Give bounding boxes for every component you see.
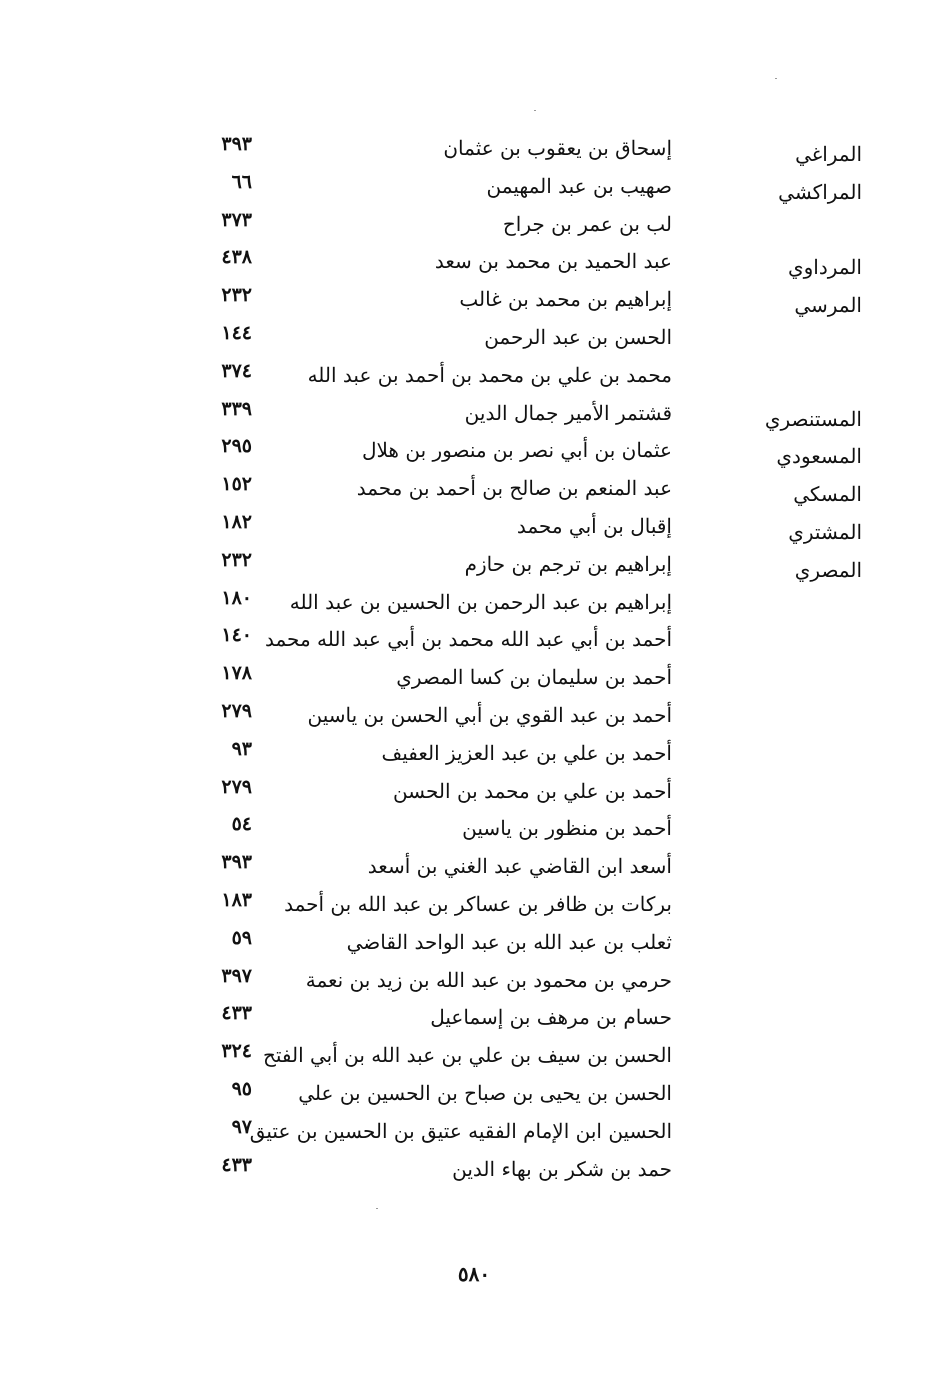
page-reference: ١٤٤ <box>221 321 252 344</box>
nisba-heading: المصري <box>794 557 862 582</box>
index-row <box>0 210 948 248</box>
page-reference: ١٨٣ <box>221 888 252 911</box>
index-row <box>0 285 948 323</box>
person-name: أحمد بن عبد القوي بن أبي الحسن بن ياسين <box>307 702 672 727</box>
person-name: إبراهيم بن ترجم بن حازم <box>464 551 672 576</box>
person-name: ثعلب بن عبد الله بن عبد الواحد القاضي <box>346 929 672 954</box>
index-row <box>0 852 948 890</box>
person-name: بركات بن ظافر بن عساكر بن عبد الله بن أحمد <box>284 891 672 916</box>
index-row <box>0 550 948 588</box>
person-name: صهيب بن عبد المهيمن <box>486 173 672 198</box>
person-name: محمد بن علي بن محمد بن أحمد بن عبد الله <box>307 362 672 387</box>
person-name: إبراهيم بن عبد الرحمن بن الحسين بن عبد الله <box>289 589 672 614</box>
page-reference: ٢٧٩ <box>221 699 252 722</box>
index-row <box>0 361 948 399</box>
page-reference: ٤٣٣ <box>221 1002 252 1025</box>
person-name: إقبال بن أبي محمد <box>516 513 672 538</box>
index-row <box>0 588 948 626</box>
index-row <box>0 625 948 663</box>
page-reference: ٢٧٩ <box>221 775 252 798</box>
page-reference: ٢٩٥ <box>221 435 252 458</box>
scan-speck <box>775 78 777 79</box>
nisba-heading: المستنصري <box>764 406 862 431</box>
nisba-heading: المرداوي <box>787 255 862 280</box>
page-reference: ٩٧ <box>231 1115 252 1138</box>
person-name: أحمد بن منظور بن ياسين <box>462 816 672 841</box>
person-name: عثمان بن أبي نصر بن منصور بن هلال <box>361 438 672 463</box>
nisba-heading: المرسي <box>794 293 862 318</box>
person-name: إبراهيم بن محمد بن غالب <box>459 287 672 312</box>
index-row <box>0 474 948 512</box>
page-reference: ٣٧٣ <box>221 208 252 231</box>
page-reference: ١٤٠ <box>221 624 252 647</box>
page-reference: ٤٣٣ <box>221 1153 252 1176</box>
index-row <box>0 1079 948 1117</box>
page-reference: ٥٩ <box>231 926 252 949</box>
page-reference: ٣٩٧ <box>221 964 252 987</box>
index-row <box>0 1155 948 1193</box>
page-reference: ٢٣٢ <box>221 284 252 307</box>
page-reference: ١٧٨ <box>221 662 252 685</box>
person-name: أحمد بن أبي عبد الله محمد بن أبي عبد الله محمد <box>264 627 672 652</box>
index-row <box>0 1003 948 1041</box>
index-row <box>0 399 948 437</box>
nisba-heading: المراغي <box>795 142 862 166</box>
page-reference: ٦٦ <box>231 170 252 193</box>
index-row <box>0 928 948 966</box>
page-reference: ١٨٢ <box>221 510 252 533</box>
page-reference: ٣٩٣ <box>221 851 252 874</box>
index-row <box>0 247 948 285</box>
page-reference: ١٨٠ <box>221 586 252 609</box>
person-name: أحمد بن علي بن محمد بن الحسن <box>392 778 672 803</box>
nisba-heading: المسكي <box>793 482 862 507</box>
index-row <box>0 739 948 777</box>
person-name: أحمد بن سليمان بن كسا المصري <box>396 665 672 690</box>
index-row <box>0 814 948 852</box>
index-row <box>0 134 948 172</box>
person-name: الحسين ابن الإمام الفقيه عتيق بن الحسين بن عتيق <box>249 1118 672 1143</box>
page-reference: ١٥٢ <box>221 473 252 496</box>
person-name: أسعد ابن القاضي عبد الغني بن أسعد <box>367 854 672 879</box>
index-row <box>0 890 948 928</box>
index-table <box>0 134 948 1192</box>
index-row <box>0 172 948 210</box>
person-name: الحسن بن سيف بن علي بن عبد الله بن أبي الفتح <box>262 1043 672 1068</box>
index-row <box>0 663 948 701</box>
page-reference: ٣٧٤ <box>221 359 252 382</box>
page-reference: ٥٤ <box>231 813 252 836</box>
person-name: قشتمر الأمير جمال الدين <box>464 400 672 425</box>
index-row <box>0 777 948 815</box>
page-reference: ٤٣٨ <box>221 246 252 269</box>
page-reference: ٩٣ <box>231 737 252 760</box>
index-row <box>0 701 948 739</box>
person-name: حمد بن شكر بن بهاء الدين <box>452 1156 672 1181</box>
person-name: إسحاق بن يعقوب بن عثمان <box>443 136 672 160</box>
nisba-heading: المراكشي <box>778 179 862 204</box>
page-reference: ٢٣٢ <box>221 548 252 571</box>
person-name: حسام بن مرهف بن إسماعيل <box>430 1005 672 1030</box>
person-name: الحسن بن عبد الرحمن <box>484 324 672 349</box>
index-row <box>0 436 948 474</box>
page-reference: ٩٥ <box>231 1077 252 1100</box>
index-row <box>0 1041 948 1079</box>
page-number: ٥٨٠ <box>457 1262 491 1286</box>
page-reference: ٣٢٤ <box>221 1040 252 1063</box>
person-name: عبد المنعم بن صالح بن أحمد بن محمد <box>356 476 672 501</box>
nisba-heading: المشتري <box>788 519 862 544</box>
page-reference: ٣٣٩ <box>221 397 252 420</box>
person-name: عبد الحميد بن محمد بن سعد <box>434 249 672 274</box>
nisba-heading: المسعودي <box>776 444 862 469</box>
page-reference: ٣٩٣ <box>221 133 252 155</box>
scan-speck <box>534 110 536 111</box>
person-name: أحمد بن علي بن عبد العزيز العفيف <box>381 740 672 765</box>
index-row <box>0 966 948 1004</box>
index-row <box>0 1117 948 1155</box>
index-row <box>0 323 948 361</box>
scan-speck <box>376 1208 378 1209</box>
person-name: لب بن عمر بن جراح <box>502 211 672 236</box>
person-name: الحسن بن يحيى بن صباح بن الحسين بن علي <box>298 1080 672 1105</box>
index-row <box>0 512 948 550</box>
person-name: حرمي بن محمود بن عبد الله بن زيد بن نعمة <box>305 967 672 992</box>
